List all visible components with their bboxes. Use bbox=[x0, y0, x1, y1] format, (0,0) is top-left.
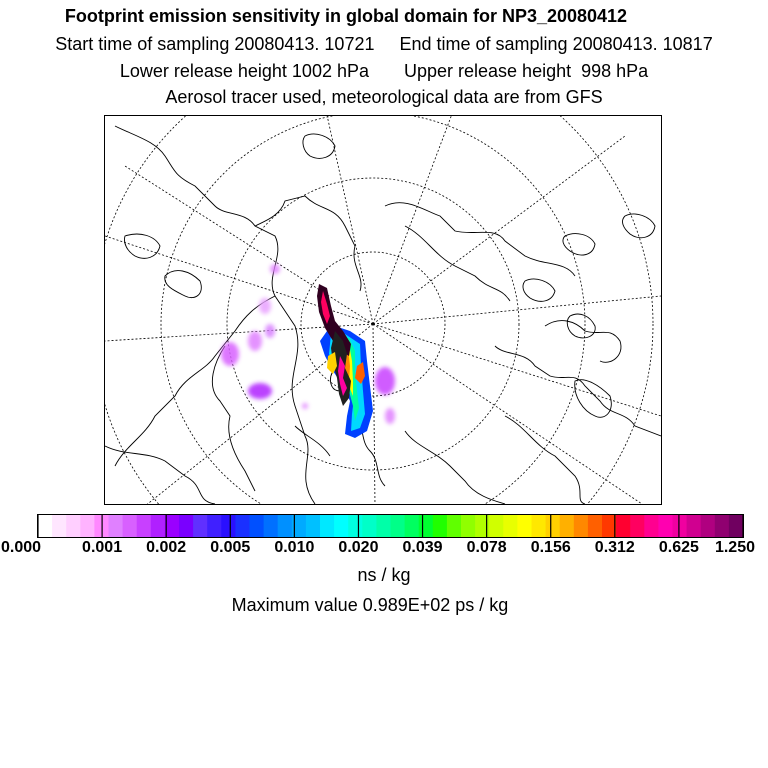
colorbar-tick-label: 0.005 bbox=[210, 539, 251, 556]
colorbar-swatch bbox=[52, 515, 67, 537]
colorbar-tick-label: 0.078 bbox=[466, 539, 507, 556]
colorbar-swatch bbox=[546, 515, 561, 537]
colorbar-tick-label: 1.250 bbox=[714, 539, 756, 556]
colorbar-swatch bbox=[701, 515, 716, 537]
colorbar-swatch bbox=[264, 515, 279, 537]
colorbar-swatch bbox=[80, 515, 95, 537]
colorbar-swatch bbox=[715, 515, 730, 537]
colorbar-swatch bbox=[644, 515, 659, 537]
colorbar-swatch bbox=[503, 515, 518, 537]
colorbar-swatch bbox=[433, 515, 448, 537]
colorbar-swatch bbox=[235, 515, 250, 537]
colorbar-swatch bbox=[334, 515, 349, 537]
colorbar-swatch bbox=[673, 515, 688, 537]
colorbar-swatch bbox=[137, 515, 152, 537]
release-heights: Lower release height 1002 hPa Upper release height 998 hPa bbox=[119, 61, 649, 81]
colorbar-swatch bbox=[391, 515, 406, 537]
colorbar-swatch bbox=[66, 515, 81, 537]
colorbar-swatch bbox=[405, 515, 420, 537]
colorbar-tick-label: 0.020 bbox=[338, 539, 379, 556]
sensitivity-plume bbox=[221, 264, 395, 438]
colorbar-swatch bbox=[687, 515, 702, 537]
polar-map bbox=[104, 115, 662, 505]
colorbar-swatch bbox=[123, 515, 138, 537]
meridians bbox=[105, 116, 661, 504]
colorbar-swatch bbox=[517, 515, 532, 537]
colorbar-swatch bbox=[630, 515, 645, 537]
colorbar-swatch bbox=[165, 515, 180, 537]
colorbar-swatch bbox=[109, 515, 124, 537]
colorbar-swatch bbox=[447, 515, 462, 537]
colorbar-swatch bbox=[461, 515, 476, 537]
coastlines bbox=[105, 126, 661, 504]
colorbar-swatch bbox=[588, 515, 603, 537]
colorbar-tick-label: 0.001 bbox=[82, 539, 123, 556]
colorbar-swatch bbox=[376, 515, 391, 537]
colorbar-swatch bbox=[278, 515, 293, 537]
colorbar-swatch bbox=[532, 515, 547, 537]
colorbar-swatch bbox=[560, 515, 575, 537]
colorbar-swatch bbox=[306, 515, 321, 537]
colorbar-swatch bbox=[38, 515, 53, 537]
unit-label: ns / kg bbox=[357, 565, 411, 585]
colorbar-swatch bbox=[616, 515, 631, 537]
colorbar-swatch bbox=[193, 515, 208, 537]
colorbar-tick-label: 0.039 bbox=[402, 539, 443, 556]
colorbar-tick-label: 0.002 bbox=[146, 539, 187, 556]
colorbar-swatch bbox=[574, 515, 589, 537]
map-canvas bbox=[105, 116, 661, 504]
colorbar-swatch bbox=[658, 515, 673, 537]
colorbar-swatch bbox=[489, 515, 504, 537]
colorbar-tick-label: 0.010 bbox=[274, 539, 315, 556]
colorbar-swatch bbox=[179, 515, 194, 537]
plot-title: Footprint emission sensitivity in global domain for NP3_20080412 bbox=[64, 6, 628, 26]
colorbar-swatch bbox=[320, 515, 335, 537]
colorbar-swatch bbox=[151, 515, 166, 537]
colorbar-swatch bbox=[729, 515, 744, 537]
maximum-value: Maximum value 0.989E+02 ps / kg bbox=[231, 595, 509, 615]
colorbar-tick-label: 0.000 bbox=[1, 539, 42, 556]
colorbar-swatch bbox=[221, 515, 236, 537]
colorbar-swatch bbox=[419, 515, 434, 537]
colorbar-tick-label: 0.625 bbox=[658, 539, 699, 556]
sampling-times: Start time of sampling 20080413. 10721 End time of sampling 20080413. 10817 bbox=[55, 34, 713, 54]
latitude-circles bbox=[105, 116, 653, 504]
colorbar-swatch bbox=[348, 515, 363, 537]
colorbar-swatch bbox=[207, 515, 222, 537]
colorbar bbox=[37, 514, 744, 538]
colorbar-swatch bbox=[250, 515, 265, 537]
colorbar-swatch bbox=[362, 515, 377, 537]
colorbar-swatch bbox=[475, 515, 490, 537]
tracer-info: Aerosol tracer used, meteorological data are from GFS bbox=[165, 87, 603, 107]
colorbar-tick-label: 0.312 bbox=[594, 539, 635, 556]
colorbar-tick-label: 0.156 bbox=[530, 539, 571, 556]
